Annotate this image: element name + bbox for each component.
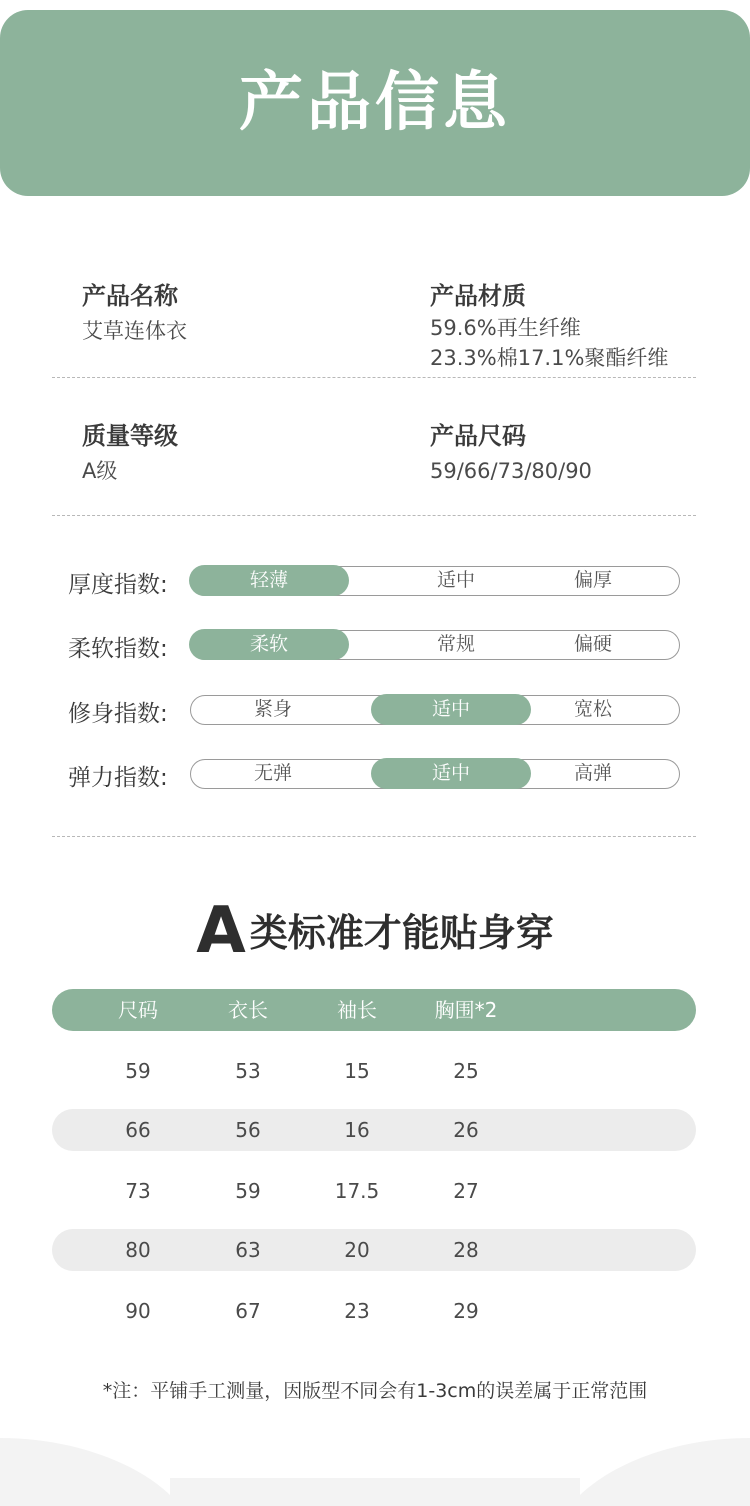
index-bar [190, 759, 680, 789]
index-bar [190, 566, 680, 596]
table-cell: 67 [235, 1299, 261, 1323]
column-header: 胸围*2 [434, 998, 498, 1022]
size-table-title-letter: A [196, 894, 246, 968]
table-cell: 28 [453, 1238, 479, 1262]
index-label: 修身指数: [68, 701, 168, 727]
index-option-selected: 轻薄 [189, 565, 349, 596]
column-header: 袖长 [337, 998, 377, 1022]
table-cell: 25 [453, 1059, 479, 1083]
page-title: 产品信息 [239, 66, 511, 140]
measurement-note: *注：平铺手工测量，因版型不同会有1-3cm的误差属于正常范围 [102, 1380, 648, 1402]
table-cell: 16 [344, 1118, 370, 1142]
index-bar [190, 630, 680, 660]
quality-grade-label: 质量等级 [82, 422, 178, 450]
divider [52, 377, 696, 378]
table-cell: 17.5 [334, 1179, 380, 1203]
table-cell: 59 [125, 1059, 151, 1083]
product-name-value: 艾草连体衣 [82, 319, 187, 343]
table-cell: 56 [235, 1118, 261, 1142]
index-option: 偏硬 [573, 633, 612, 655]
table-row [52, 1109, 696, 1151]
size-table-title [0, 894, 750, 968]
table-cell: 15 [344, 1059, 370, 1083]
product-material-label: 产品材质 [430, 282, 526, 310]
index-label: 弹力指数: [68, 765, 168, 791]
table-cell: 80 [125, 1238, 151, 1262]
product-material-line1: 59.6%再生纤维 [430, 316, 581, 340]
quality-grade-value: A级 [82, 459, 118, 483]
table-row [52, 1050, 696, 1092]
product-size-label: 产品尺码 [430, 422, 526, 450]
index-option: 宽松 [573, 698, 612, 720]
table-cell: 27 [453, 1179, 479, 1203]
index-label: 厚度指数: [68, 572, 168, 598]
index-option-selected: 柔软 [189, 629, 349, 660]
index-option: 无弹 [253, 762, 292, 784]
table-cell: 66 [125, 1118, 151, 1142]
index-bar [190, 695, 680, 725]
divider [52, 836, 696, 837]
column-header: 衣长 [228, 998, 268, 1022]
product-name-label: 产品名称 [82, 282, 178, 310]
table-cell: 20 [344, 1238, 370, 1262]
table-cell: 90 [125, 1299, 151, 1323]
table-cell: 53 [235, 1059, 261, 1083]
index-option: 高弹 [573, 762, 612, 784]
product-size-value: 59/66/73/80/90 [430, 459, 592, 483]
table-cell: 63 [235, 1238, 261, 1262]
size-table-header [52, 989, 696, 1031]
index-option: 适中 [436, 569, 475, 591]
header-banner [0, 10, 750, 196]
index-option: 偏厚 [573, 569, 612, 591]
column-header: 尺码 [118, 998, 158, 1022]
table-cell: 23 [344, 1299, 370, 1323]
table-cell: 29 [453, 1299, 479, 1323]
table-row [52, 1170, 696, 1212]
table-cell: 26 [453, 1118, 479, 1142]
index-label: 柔软指数: [68, 636, 168, 662]
table-row [52, 1290, 696, 1332]
decorative-bottom-shape [0, 1438, 750, 1506]
index-option: 紧身 [253, 698, 292, 720]
table-cell: 73 [125, 1179, 151, 1203]
index-option-selected: 适中 [371, 694, 531, 725]
table-row [52, 1229, 696, 1271]
size-table-title-text: 类标准才能贴身穿 [249, 911, 554, 955]
table-cell: 59 [235, 1179, 261, 1203]
divider [52, 515, 696, 516]
index-option-selected: 适中 [371, 758, 531, 789]
index-option: 常规 [436, 633, 475, 655]
product-material-line2: 23.3%棉17.1%聚酯纤维 [430, 346, 669, 370]
